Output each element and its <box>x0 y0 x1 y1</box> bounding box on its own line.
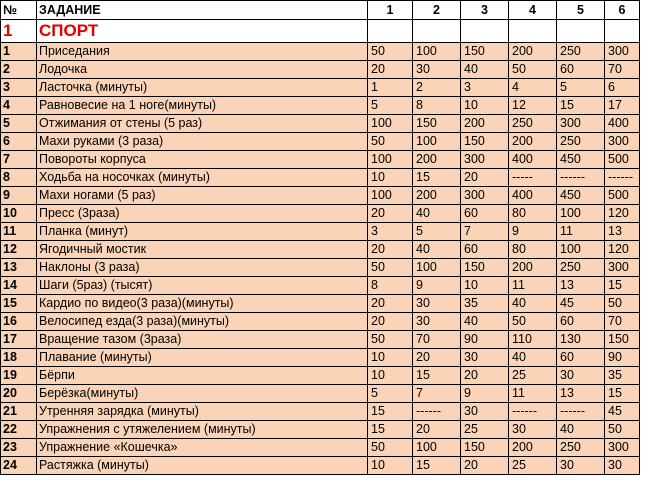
value-cell-col-5[interactable]: 130 <box>557 331 605 349</box>
section-cell[interactable] <box>461 20 509 43</box>
value-cell-col-4[interactable]: 12 <box>509 97 557 115</box>
value-cell-col-5[interactable]: 11 <box>557 223 605 241</box>
value-cell-col-4[interactable]: ------ <box>509 403 557 421</box>
value-cell-col-6[interactable]: 120 <box>605 205 640 223</box>
value-cell-col-5[interactable]: 100 <box>557 241 605 259</box>
row-number-cell[interactable]: 13 <box>1 259 37 277</box>
section-num[interactable]: 1 <box>1 20 37 43</box>
table-row <box>1 61 640 79</box>
value-cell-col-1[interactable]: 15 <box>368 403 413 421</box>
value-cell-col-3[interactable]: 150 <box>461 133 509 151</box>
task-name-cell[interactable]: Велосипед езда(3 раза)(минуты) <box>37 313 368 331</box>
value-cell-col-2[interactable]: 20 <box>413 421 461 439</box>
task-name-cell[interactable]: Пресс (3раза) <box>37 205 368 223</box>
value-cell-col-5[interactable]: 40 <box>557 421 605 439</box>
table-row <box>1 385 640 403</box>
header-task[interactable]: ЗАДАНИЕ <box>37 1 368 20</box>
value-cell-col-3[interactable]: 150 <box>461 439 509 457</box>
table-row <box>1 97 640 115</box>
value-cell-col-2[interactable]: 15 <box>413 367 461 385</box>
value-cell-col-1[interactable]: 10 <box>368 169 413 187</box>
value-cell-col-2[interactable]: 200 <box>413 187 461 205</box>
value-cell-col-6[interactable]: 17 <box>605 97 640 115</box>
value-cell-col-2[interactable]: 30 <box>413 61 461 79</box>
task-name-cell[interactable]: Берёзка(минуты) <box>37 385 368 403</box>
value-cell-col-4[interactable]: 250 <box>509 115 557 133</box>
value-cell-col-5[interactable]: 13 <box>557 277 605 295</box>
value-cell-col-5[interactable]: 45 <box>557 295 605 313</box>
value-cell-col-1[interactable]: 20 <box>368 205 413 223</box>
value-cell-col-2[interactable]: 150 <box>413 115 461 133</box>
value-cell-col-6[interactable]: 150 <box>605 331 640 349</box>
value-cell-col-5[interactable]: 13 <box>557 385 605 403</box>
value-cell-col-1[interactable]: 10 <box>368 349 413 367</box>
value-cell-col-1[interactable]: 50 <box>368 43 413 61</box>
row-number-cell[interactable]: 14 <box>1 277 37 295</box>
value-cell-col-4[interactable]: 40 <box>509 295 557 313</box>
value-cell-col-3[interactable]: 20 <box>461 169 509 187</box>
value-cell-col-5[interactable]: 30 <box>557 457 605 475</box>
value-cell-col-1[interactable]: 50 <box>368 133 413 151</box>
task-name-cell[interactable]: Ягодичный мостик <box>37 241 368 259</box>
row-number-cell[interactable]: 10 <box>1 205 37 223</box>
value-cell-col-2[interactable]: ------ <box>413 403 461 421</box>
table-row <box>1 133 640 151</box>
value-cell-col-1[interactable]: 100 <box>368 151 413 169</box>
row-number-cell[interactable]: 9 <box>1 187 37 205</box>
task-name-cell[interactable]: Бёрпи <box>37 367 368 385</box>
value-cell-col-6[interactable]: 50 <box>605 421 640 439</box>
value-cell-col-4[interactable]: 50 <box>509 313 557 331</box>
value-cell-col-6[interactable]: 300 <box>605 439 640 457</box>
value-cell-col-5[interactable]: 250 <box>557 133 605 151</box>
task-name-cell[interactable]: Отжимания от стены (5 раз) <box>37 115 368 133</box>
value-cell-col-2[interactable]: 7 <box>413 385 461 403</box>
section-title[interactable]: СПОРТ <box>37 20 368 43</box>
value-cell-col-2[interactable]: 100 <box>413 439 461 457</box>
value-cell-col-5[interactable]: ------ <box>557 169 605 187</box>
row-number-cell[interactable]: 17 <box>1 331 37 349</box>
row-number-cell[interactable]: 6 <box>1 133 37 151</box>
task-name-cell[interactable]: Равновесие на 1 ноге(минуты) <box>37 97 368 115</box>
task-name-cell[interactable]: Ласточка (минуты) <box>37 79 368 97</box>
task-name-cell[interactable]: Вращение тазом (3раза) <box>37 331 368 349</box>
table-row <box>1 223 640 241</box>
section-cell[interactable] <box>605 20 640 43</box>
value-cell-col-4[interactable]: 200 <box>509 259 557 277</box>
table-row <box>1 313 640 331</box>
value-cell-col-3[interactable]: 200 <box>461 115 509 133</box>
value-cell-col-2[interactable]: 15 <box>413 457 461 475</box>
section-cell[interactable] <box>509 20 557 43</box>
table-row <box>1 349 640 367</box>
value-cell-col-6[interactable]: 300 <box>605 259 640 277</box>
value-cell-col-5[interactable]: 300 <box>557 115 605 133</box>
value-cell-col-3[interactable]: 20 <box>461 457 509 475</box>
value-cell-col-5[interactable]: 60 <box>557 349 605 367</box>
value-cell-col-1[interactable]: 20 <box>368 241 413 259</box>
task-name-cell[interactable]: Плавание (минуты) <box>37 349 368 367</box>
row-number-cell[interactable]: 18 <box>1 349 37 367</box>
value-cell-col-2[interactable]: 100 <box>413 43 461 61</box>
value-cell-col-4[interactable]: 30 <box>509 421 557 439</box>
value-cell-col-6[interactable]: 15 <box>605 277 640 295</box>
row-number-cell[interactable]: 2 <box>1 61 37 79</box>
table-row <box>1 187 640 205</box>
value-cell-col-5[interactable]: 250 <box>557 259 605 277</box>
section-row <box>1 20 640 43</box>
value-cell-col-3[interactable]: 60 <box>461 205 509 223</box>
value-cell-col-2[interactable]: 30 <box>413 313 461 331</box>
value-cell-col-5[interactable]: 250 <box>557 439 605 457</box>
row-number-cell[interactable]: 16 <box>1 313 37 331</box>
value-cell-col-5[interactable]: 250 <box>557 43 605 61</box>
value-cell-col-4[interactable]: 200 <box>509 43 557 61</box>
value-cell-col-3[interactable]: 150 <box>461 259 509 277</box>
value-cell-col-2[interactable]: 8 <box>413 97 461 115</box>
row-number-cell[interactable]: 22 <box>1 421 37 439</box>
header-col-4[interactable]: 4 <box>509 1 557 20</box>
table-row <box>1 367 640 385</box>
value-cell-col-3[interactable]: 30 <box>461 349 509 367</box>
value-cell-col-3[interactable]: 20 <box>461 367 509 385</box>
value-cell-col-6[interactable]: 300 <box>605 133 640 151</box>
value-cell-col-1[interactable]: 100 <box>368 115 413 133</box>
task-name-cell[interactable]: Ходьба на носочках (минуты) <box>37 169 368 187</box>
value-cell-col-6[interactable]: 15 <box>605 385 640 403</box>
value-cell-col-6[interactable]: 30 <box>605 457 640 475</box>
value-cell-col-1[interactable]: 3 <box>368 223 413 241</box>
value-cell-col-6[interactable]: 120 <box>605 241 640 259</box>
table-row <box>1 151 640 169</box>
value-cell-col-6[interactable]: 500 <box>605 187 640 205</box>
row-number-cell[interactable]: 19 <box>1 367 37 385</box>
row-number-cell[interactable]: 20 <box>1 385 37 403</box>
value-cell-col-6[interactable]: 70 <box>605 61 640 79</box>
value-cell-col-6[interactable]: 300 <box>605 43 640 61</box>
value-cell-col-4[interactable]: 50 <box>509 61 557 79</box>
header-col-1[interactable]: 1 <box>368 1 413 20</box>
value-cell-col-1[interactable]: 15 <box>368 421 413 439</box>
header-col-2[interactable]: 2 <box>413 1 461 20</box>
value-cell-col-4[interactable]: ----- <box>509 169 557 187</box>
header-col-6[interactable]: 6 <box>605 1 640 20</box>
table-row <box>1 205 640 223</box>
value-cell-col-6[interactable]: ------ <box>605 169 640 187</box>
value-cell-col-4[interactable]: 9 <box>509 223 557 241</box>
value-cell-col-6[interactable]: 90 <box>605 349 640 367</box>
task-name-cell[interactable]: Упражнения с утяжелением (минуты) <box>37 421 368 439</box>
task-name-cell[interactable]: Кардио по видео(3 раза)(минуты) <box>37 295 368 313</box>
task-name-cell[interactable]: Наклоны (3 раза) <box>37 259 368 277</box>
table-row <box>1 79 640 97</box>
value-cell-col-2[interactable]: 200 <box>413 151 461 169</box>
table-row <box>1 439 640 457</box>
value-cell-col-4[interactable]: 4 <box>509 79 557 97</box>
table-row <box>1 295 640 313</box>
table-row <box>1 331 640 349</box>
value-cell-col-2[interactable]: 40 <box>413 241 461 259</box>
value-cell-col-5[interactable]: 5 <box>557 79 605 97</box>
task-name-cell[interactable]: Планка (минут) <box>37 223 368 241</box>
value-cell-col-2[interactable]: 2 <box>413 79 461 97</box>
value-cell-col-4[interactable]: 25 <box>509 457 557 475</box>
value-cell-col-5[interactable]: 100 <box>557 205 605 223</box>
value-cell-col-4[interactable]: 110 <box>509 331 557 349</box>
value-cell-col-5[interactable]: 60 <box>557 61 605 79</box>
row-number-cell[interactable]: 24 <box>1 457 37 475</box>
value-cell-col-6[interactable]: 6 <box>605 79 640 97</box>
value-cell-col-3[interactable]: 60 <box>461 241 509 259</box>
task-name-cell[interactable]: Приседания <box>37 43 368 61</box>
task-name-cell[interactable]: Махи ногами (5 раз) <box>37 187 368 205</box>
value-cell-col-4[interactable]: 11 <box>509 385 557 403</box>
row-number-cell[interactable]: 4 <box>1 97 37 115</box>
value-cell-col-3[interactable]: 40 <box>461 313 509 331</box>
value-cell-col-6[interactable]: 70 <box>605 313 640 331</box>
row-number-cell[interactable]: 12 <box>1 241 37 259</box>
table-row <box>1 241 640 259</box>
value-cell-col-3[interactable]: 10 <box>461 97 509 115</box>
task-name-cell[interactable]: Растяжка (минуты) <box>37 457 368 475</box>
value-cell-col-5[interactable]: 60 <box>557 313 605 331</box>
task-name-cell[interactable]: Махи руками (3 раза) <box>37 133 368 151</box>
value-cell-col-5[interactable]: 450 <box>557 187 605 205</box>
value-cell-col-3[interactable]: 40 <box>461 61 509 79</box>
row-number-cell[interactable]: 7 <box>1 151 37 169</box>
table-row <box>1 169 640 187</box>
row-number-cell[interactable]: 5 <box>1 115 37 133</box>
value-cell-col-4[interactable]: 40 <box>509 349 557 367</box>
value-cell-col-3[interactable]: 30 <box>461 403 509 421</box>
value-cell-col-2[interactable]: 70 <box>413 331 461 349</box>
table-row <box>1 277 640 295</box>
header-row <box>1 1 640 20</box>
header-num[interactable]: № <box>1 1 37 20</box>
value-cell-col-6[interactable]: 500 <box>605 151 640 169</box>
value-cell-col-2[interactable]: 9 <box>413 277 461 295</box>
value-cell-col-1[interactable]: 5 <box>368 97 413 115</box>
section-cell[interactable] <box>368 20 413 43</box>
value-cell-col-6[interactable]: 45 <box>605 403 640 421</box>
value-cell-col-2[interactable]: 100 <box>413 133 461 151</box>
row-number-cell[interactable]: 21 <box>1 403 37 421</box>
value-cell-col-3[interactable]: 25 <box>461 421 509 439</box>
value-cell-col-2[interactable]: 5 <box>413 223 461 241</box>
row-number-cell[interactable]: 15 <box>1 295 37 313</box>
task-name-cell[interactable]: Шаги (5раз) (тысят) <box>37 277 368 295</box>
value-cell-col-4[interactable]: 11 <box>509 277 557 295</box>
value-cell-col-4[interactable]: 200 <box>509 439 557 457</box>
value-cell-col-5[interactable]: ------ <box>557 403 605 421</box>
value-cell-col-6[interactable]: 35 <box>605 367 640 385</box>
value-cell-col-2[interactable]: 20 <box>413 349 461 367</box>
header-col-3[interactable]: 3 <box>461 1 509 20</box>
value-cell-col-1[interactable]: 10 <box>368 367 413 385</box>
table-row <box>1 115 640 133</box>
value-cell-col-1[interactable]: 50 <box>368 259 413 277</box>
value-cell-col-5[interactable]: 450 <box>557 151 605 169</box>
row-number-cell[interactable]: 8 <box>1 169 37 187</box>
value-cell-col-1[interactable]: 5 <box>368 385 413 403</box>
value-cell-col-4[interactable]: 400 <box>509 187 557 205</box>
value-cell-col-3[interactable]: 90 <box>461 331 509 349</box>
value-cell-col-5[interactable]: 30 <box>557 367 605 385</box>
value-cell-col-6[interactable]: 13 <box>605 223 640 241</box>
value-cell-col-1[interactable]: 10 <box>368 457 413 475</box>
value-cell-col-2[interactable]: 100 <box>413 259 461 277</box>
value-cell-col-4[interactable]: 25 <box>509 367 557 385</box>
row-number-cell[interactable]: 11 <box>1 223 37 241</box>
row-number-cell[interactable]: 1 <box>1 43 37 61</box>
value-cell-col-3[interactable]: 300 <box>461 151 509 169</box>
table-row <box>1 403 640 421</box>
value-cell-col-6[interactable]: 400 <box>605 115 640 133</box>
table-row <box>1 43 640 61</box>
section-cell[interactable] <box>413 20 461 43</box>
table-row <box>1 457 640 475</box>
value-cell-col-2[interactable]: 15 <box>413 169 461 187</box>
value-cell-col-4[interactable]: 200 <box>509 133 557 151</box>
value-cell-col-1[interactable]: 20 <box>368 295 413 313</box>
task-name-cell[interactable]: Повороты корпуса <box>37 151 368 169</box>
value-cell-col-2[interactable]: 30 <box>413 295 461 313</box>
value-cell-col-1[interactable]: 20 <box>368 61 413 79</box>
task-name-cell[interactable]: Упражнение «Кошечка» <box>37 439 368 457</box>
section-cell[interactable] <box>557 20 605 43</box>
value-cell-col-3[interactable]: 300 <box>461 187 509 205</box>
value-cell-col-5[interactable]: 15 <box>557 97 605 115</box>
row-number-cell[interactable]: 3 <box>1 79 37 97</box>
value-cell-col-2[interactable]: 40 <box>413 205 461 223</box>
value-cell-col-3[interactable]: 9 <box>461 385 509 403</box>
value-cell-col-3[interactable]: 10 <box>461 277 509 295</box>
value-cell-col-1[interactable]: 100 <box>368 187 413 205</box>
value-cell-col-1[interactable]: 50 <box>368 439 413 457</box>
value-cell-col-1[interactable]: 50 <box>368 331 413 349</box>
header-col-5[interactable]: 5 <box>557 1 605 20</box>
value-cell-col-4[interactable]: 80 <box>509 241 557 259</box>
value-cell-col-4[interactable]: 400 <box>509 151 557 169</box>
value-cell-col-1[interactable]: 1 <box>368 79 413 97</box>
value-cell-col-3[interactable]: 35 <box>461 295 509 313</box>
table-row <box>1 259 640 277</box>
task-name-cell[interactable]: Лодочка <box>37 61 368 79</box>
value-cell-col-1[interactable]: 20 <box>368 313 413 331</box>
value-cell-col-3[interactable]: 7 <box>461 223 509 241</box>
value-cell-col-4[interactable]: 80 <box>509 205 557 223</box>
task-name-cell[interactable]: Утренняя зарядка (минуты) <box>37 403 368 421</box>
value-cell-col-1[interactable]: 8 <box>368 277 413 295</box>
value-cell-col-3[interactable]: 3 <box>461 79 509 97</box>
row-number-cell[interactable]: 23 <box>1 439 37 457</box>
table-row <box>1 421 640 439</box>
value-cell-col-3[interactable]: 150 <box>461 43 509 61</box>
value-cell-col-6[interactable]: 50 <box>605 295 640 313</box>
